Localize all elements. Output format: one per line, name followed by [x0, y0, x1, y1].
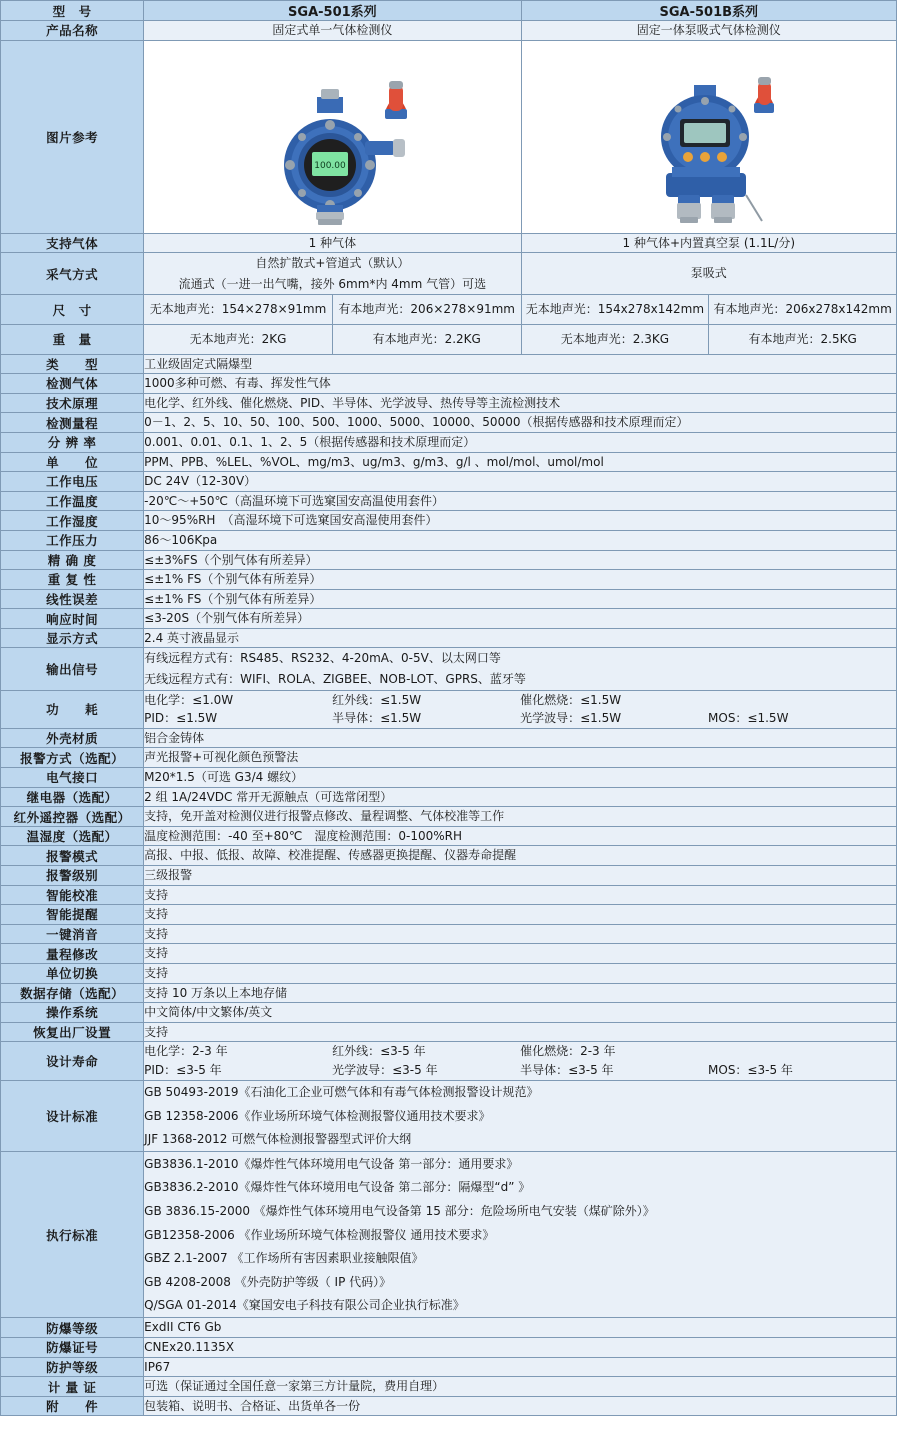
table-row-one-key-mute [1, 924, 897, 944]
ex-level-value: ExdII CT6 Gb [144, 1318, 897, 1338]
row-label-resolution: 分 辨 率 [1, 432, 144, 452]
column-header-model-2: SGA-501B系列 [521, 1, 896, 21]
table-row-type [1, 354, 897, 374]
table-row-alarm-method [1, 748, 897, 768]
row-label-output: 输出信号 [1, 648, 144, 690]
row-label-work-temp: 工作温度 [1, 491, 144, 511]
table-row-work-temp [1, 491, 897, 511]
interface-value: M20*1.5（可选 G3/4 螺纹） [144, 768, 897, 788]
table-row-sampling [1, 253, 897, 295]
row-label-range: 检测量程 [1, 413, 144, 433]
table-row-work-humidity [1, 511, 897, 531]
size-1b: 有本地声光：206×278×91mm [332, 295, 521, 324]
table-row-smart-calibration [1, 885, 897, 905]
table-row-resolution [1, 432, 897, 452]
support-gas-2: 1 种气体+内置真空泵 (1.1L/分) [521, 233, 896, 253]
table-row-ip-level [1, 1357, 897, 1377]
data-storage-value: 支持 10 万条以上本地存储 [144, 983, 897, 1003]
product-image-1 [144, 40, 521, 233]
table-row-weight [1, 324, 897, 354]
product-name-2: 固定一体泵吸式气体检测仪 [521, 21, 896, 41]
table-row-ex-cert [1, 1338, 897, 1358]
power-item-1: 红外线：≤1.5W [332, 692, 422, 707]
row-label-size: 尺 寸 [1, 295, 144, 325]
output-value [144, 648, 897, 690]
power-item-2: 催化燃烧：≤1.5W [520, 692, 622, 707]
row-label-ex-level: 防爆等级 [1, 1318, 144, 1338]
design-life-item-2: 催化燃烧：2-3 年 [520, 1044, 616, 1059]
product-name-1: 固定式单一气体检测仪 [144, 21, 521, 41]
row-label-weight: 重 量 [1, 324, 144, 354]
row-label-linearity: 线性误差 [1, 589, 144, 609]
one-key-mute-value: 支持 [144, 924, 897, 944]
os-value: 中文简体/中文繁体/英文 [144, 1003, 897, 1023]
table-row-principle [1, 393, 897, 413]
table-row-output [1, 648, 897, 690]
row-label-repeatability: 重 复 性 [1, 570, 144, 590]
table-row-size [1, 295, 897, 325]
row-label-response-time: 响应时间 [1, 609, 144, 629]
temp-humidity-value: 温度检测范围：-40 至+80℃ 湿度检测范围：0-100%RH [144, 826, 897, 846]
table-row-detect-gas [1, 374, 897, 394]
row-label-type: 类 型 [1, 354, 144, 374]
row-label-ex-cert: 防爆证号 [1, 1338, 144, 1358]
table-row-power [1, 690, 897, 728]
table-row-work-pressure [1, 530, 897, 550]
row-label-alarm-level: 报警级别 [1, 866, 144, 886]
gas-detector-wall-mount-illustration [217, 45, 447, 225]
row-label-smart-reminder: 智能提醒 [1, 905, 144, 925]
display-value: 2.4 英寸液晶显示 [144, 628, 897, 648]
row-label-shell: 外壳材质 [1, 728, 144, 748]
table-row-metrology [1, 1377, 897, 1397]
table-row-os [1, 1003, 897, 1023]
exec-standard-line-3: GB12358-2006 《作业场所环境气体检测报警仪 通用技术要求》 [144, 1227, 495, 1242]
design-standard-value [144, 1080, 897, 1152]
exec-standard-value [144, 1152, 897, 1318]
weight-1a: 无本地声光：2KG [189, 331, 287, 346]
table-row-product-name [1, 21, 897, 41]
power-item-7: MOS：≤1.5W [708, 711, 789, 726]
table-row-range-edit [1, 944, 897, 964]
table-row-alarm-level [1, 866, 897, 886]
row-label-unit-switch: 单位切换 [1, 963, 144, 983]
size-1 [144, 295, 521, 325]
row-label-work-humidity: 工作湿度 [1, 511, 144, 531]
principle-value: 电化学、红外线、催化燃烧、PID、半导体、光学波导、热传导等主流检测技术 [144, 393, 897, 413]
ex-cert-value: CNEx20.1135X [144, 1338, 897, 1358]
row-label-principle: 技术原理 [1, 393, 144, 413]
accessories-value: 包装箱、说明书、合格证、出货单各一份 [144, 1396, 897, 1416]
shell-value: 铝合金铸体 [144, 728, 897, 748]
power-item-0: 电化学：≤1.0W [144, 692, 234, 707]
row-label-relay: 继电器（选配） [1, 787, 144, 807]
row-label-remote: 红外遥控器（选配） [1, 807, 144, 827]
design-life-item-5: 光学波导：≤3-5 年 [332, 1062, 438, 1077]
row-label-one-key-mute: 一键消音 [1, 924, 144, 944]
exec-standard-line-5: GB 4208-2008 《外壳防护等级（ IP 代码）》 [144, 1274, 392, 1289]
table-row-response-time [1, 609, 897, 629]
relay-value: 2 组 1A/24VDC 常开无源触点（可选常闭型） [144, 787, 897, 807]
exec-standard-line-0: GB3836.1-2010《爆炸性气体环境用电气设备 第一部分：通用要求》 [144, 1156, 519, 1171]
design-life-item-0: 电化学：2-3 年 [144, 1044, 228, 1059]
table-row-exec-standard [1, 1152, 897, 1318]
sampling-1 [144, 253, 521, 295]
accuracy-value: ≤±3%FS（个别气体有所差异） [144, 550, 897, 570]
design-life-value [144, 1042, 897, 1080]
table-row-voltage [1, 472, 897, 492]
remote-value: 支持，免开盖对检测仪进行报警点修改、量程调整、气体校准等工作 [144, 807, 897, 827]
power-item-5: 半导体：≤1.5W [332, 711, 422, 726]
table-row-linearity [1, 589, 897, 609]
type-value: 工业级固定式隔爆型 [144, 354, 897, 374]
row-label-factory-reset: 恢复出厂设置 [1, 1022, 144, 1042]
table-row-factory-reset [1, 1022, 897, 1042]
sampling-1-line2: 流通式（一进一出气嘴，接外 6mm*内 4mm 气管）可选 [178, 276, 487, 291]
row-label-detect-gas: 检测气体 [1, 374, 144, 394]
size-2b: 有本地声光：206x278x142mm [708, 295, 896, 324]
design-life-item-4: PID：≤3-5 年 [144, 1062, 222, 1077]
design-standard-line-2: JJF 1368-2012 可燃气体检测报警器型式评价大纲 [144, 1132, 412, 1147]
row-label-product-name: 产品名称 [1, 21, 144, 41]
table-row-smart-reminder [1, 905, 897, 925]
size-1a: 无本地声光：154×278×91mm [149, 302, 327, 317]
power-item-4: PID：≤1.5W [144, 711, 218, 726]
support-gas-1: 1 种气体 [144, 233, 521, 253]
table-row-design-life [1, 1042, 897, 1080]
alarm-level-value: 三级报警 [144, 866, 897, 886]
row-label-data-storage: 数据存储（选配） [1, 983, 144, 1003]
row-label-unit: 单 位 [1, 452, 144, 472]
row-label-sampling: 采气方式 [1, 253, 144, 295]
ip-level-value: IP67 [144, 1357, 897, 1377]
weight-2 [521, 324, 896, 354]
table-row-unit [1, 452, 897, 472]
row-label-interface: 电气接口 [1, 768, 144, 788]
exec-standard-line-4: GBZ 2.1-2007 《工作场所有害因素职业接触限值》 [144, 1251, 424, 1266]
exec-standard-line-6: Q/SGA 01-2014《窠国安电子科技有限公司企业执行标准》 [144, 1298, 465, 1313]
table-row-relay [1, 787, 897, 807]
row-label-accuracy: 精 确 度 [1, 550, 144, 570]
detect-gas-value: 1000多种可燃、有毒、挥发性气体 [144, 374, 897, 394]
row-label-model: 型 号 [1, 1, 144, 21]
row-label-image-ref: 图片参考 [1, 40, 144, 233]
weight-1b: 有本地声光：2.2KG [332, 325, 521, 354]
table-row-temp-humidity [1, 826, 897, 846]
row-label-power: 功 耗 [1, 690, 144, 728]
size-2a: 无本地声光：154x278x142mm [525, 302, 705, 317]
table-row-accuracy [1, 550, 897, 570]
weight-1 [144, 324, 521, 354]
row-label-exec-standard: 执行标准 [1, 1152, 144, 1318]
size-2 [521, 295, 896, 325]
exec-standard-line-2: GB 3836.15-2000 《爆炸性气体环境用电气设备第 15 部分：危险场所电气安装（煤矿除外）》 [144, 1204, 655, 1218]
design-life-item-6: 半导体：≤3-5 年 [520, 1062, 614, 1077]
row-label-temp-humidity: 温湿度（选配） [1, 826, 144, 846]
sampling-2: 泵吸式 [521, 253, 896, 295]
work-humidity-value: 10～95%RH （高湿环境下可选窠国安高湿使用套件） [144, 511, 897, 531]
work-temp-value: -20℃～+50℃（高温环境下可选窠国安高温使用套件） [144, 491, 897, 511]
table-row-display [1, 628, 897, 648]
range-value: 0－1、2、5、10、50、100、500、1000、5000、10000、50000（根据传感器和技术原理而定） [144, 413, 897, 433]
output-line2: 无线远程方式有：WIFI、ROLA、ZIGBEE、NOB-LOT、GPRS、蓝牙等 [144, 672, 526, 687]
resolution-value: 0.001、0.01、0.1、1、2、5（根据传感器和技术原理而定） [144, 432, 897, 452]
table-row-shell [1, 728, 897, 748]
row-label-os: 操作系统 [1, 1003, 144, 1023]
row-label-alarm-method: 报警方式（选配） [1, 748, 144, 768]
row-label-alarm-mode: 报警模式 [1, 846, 144, 866]
row-label-ip-level: 防护等级 [1, 1357, 144, 1377]
alarm-mode-value: 高报、中报、低报、故障、校准提醒、传感器更换提醒、仪器寿命提醒 [144, 846, 897, 866]
unit-value: PPM、PPB、%LEL、%VOL、mg/m3、ug/m3、g/m3、g/l 、mol/mol、umol/mol [144, 452, 897, 472]
table-row-remote [1, 807, 897, 827]
column-header-model-1: SGA-501系列 [144, 1, 521, 21]
row-label-metrology: 计 量 证 [1, 1377, 144, 1397]
table-row-model [1, 1, 897, 21]
power-item-6: 光学波导：≤1.5W [520, 711, 622, 726]
smart-calibration-value: 支持 [144, 885, 897, 905]
design-life-item-1: 红外线：≤3-5 年 [332, 1044, 426, 1059]
row-label-range-edit: 量程修改 [1, 944, 144, 964]
table-row-unit-switch [1, 963, 897, 983]
output-line1: 有线远程方式有：RS485、RS232、4-20mA、0-5V、以太网口等 [144, 651, 501, 666]
row-label-design-life: 设计寿命 [1, 1042, 144, 1080]
work-pressure-value: 86～106Kpa [144, 530, 897, 550]
table-row-interface [1, 768, 897, 788]
design-standard-line-0: GB 50493-2019《石油化工企业可燃气体和有毒气体检测报警设计规范》 [144, 1085, 539, 1100]
exec-standard-line-1: GB3836.2-2010《爆炸性气体环境用电气设备 第二部分：隔爆型“d” 》 [144, 1180, 531, 1195]
power-value [144, 690, 897, 728]
svg-text:100.00: 100.00 [314, 161, 347, 172]
power-item-3 [708, 691, 896, 710]
metrology-value: 可选（保证通过全国任意一家第三方计量院，费用自理） [144, 1377, 897, 1397]
table-row-design-standard [1, 1080, 897, 1152]
table-row-ex-level [1, 1318, 897, 1338]
table-row-image-ref [1, 40, 897, 233]
row-label-design-standard: 设计标准 [1, 1080, 144, 1152]
voltage-value: DC 24V（12-30V） [144, 472, 897, 492]
table-row-repeatability [1, 570, 897, 590]
weight-2b: 有本地声光：2.5KG [708, 325, 896, 354]
design-life-item-3 [708, 1042, 896, 1061]
unit-switch-value: 支持 [144, 963, 897, 983]
alarm-method-value: 声光报警+可视化颜色预警法 [144, 748, 897, 768]
smart-reminder-value: 支持 [144, 905, 897, 925]
table-row-support-gas [1, 233, 897, 253]
design-standard-line-1: GB 12358-2006《作业场所环境气体检测报警仪通用技术要求》 [144, 1108, 491, 1123]
repeatability-value: ≤±1% FS（个别气体有所差异） [144, 570, 897, 590]
design-life-item-7: MOS：≤3-5 年 [708, 1062, 793, 1077]
factory-reset-value: 支持 [144, 1022, 897, 1042]
row-label-voltage: 工作电压 [1, 472, 144, 492]
table-row-range [1, 413, 897, 433]
table-row-alarm-mode [1, 846, 897, 866]
linearity-value: ≤±1% FS（个别气体有所差异） [144, 589, 897, 609]
row-label-support-gas: 支持气体 [1, 233, 144, 253]
row-label-display: 显示方式 [1, 628, 144, 648]
table-row-data-storage [1, 983, 897, 1003]
row-label-smart-calibration: 智能校准 [1, 885, 144, 905]
weight-2a: 无本地声光：2.3KG [560, 331, 670, 346]
row-label-work-pressure: 工作压力 [1, 530, 144, 550]
sampling-1-line1: 自然扩散式+管道式（默认） [255, 256, 410, 271]
range-edit-value: 支持 [144, 944, 897, 964]
product-image-2 [521, 40, 896, 233]
gas-detector-pump-illustration [594, 45, 824, 225]
row-label-accessories: 附 件 [1, 1396, 144, 1416]
table-row-accessories [1, 1396, 897, 1416]
response-time-value: ≤3-20S（个别气体有所差异） [144, 609, 897, 629]
